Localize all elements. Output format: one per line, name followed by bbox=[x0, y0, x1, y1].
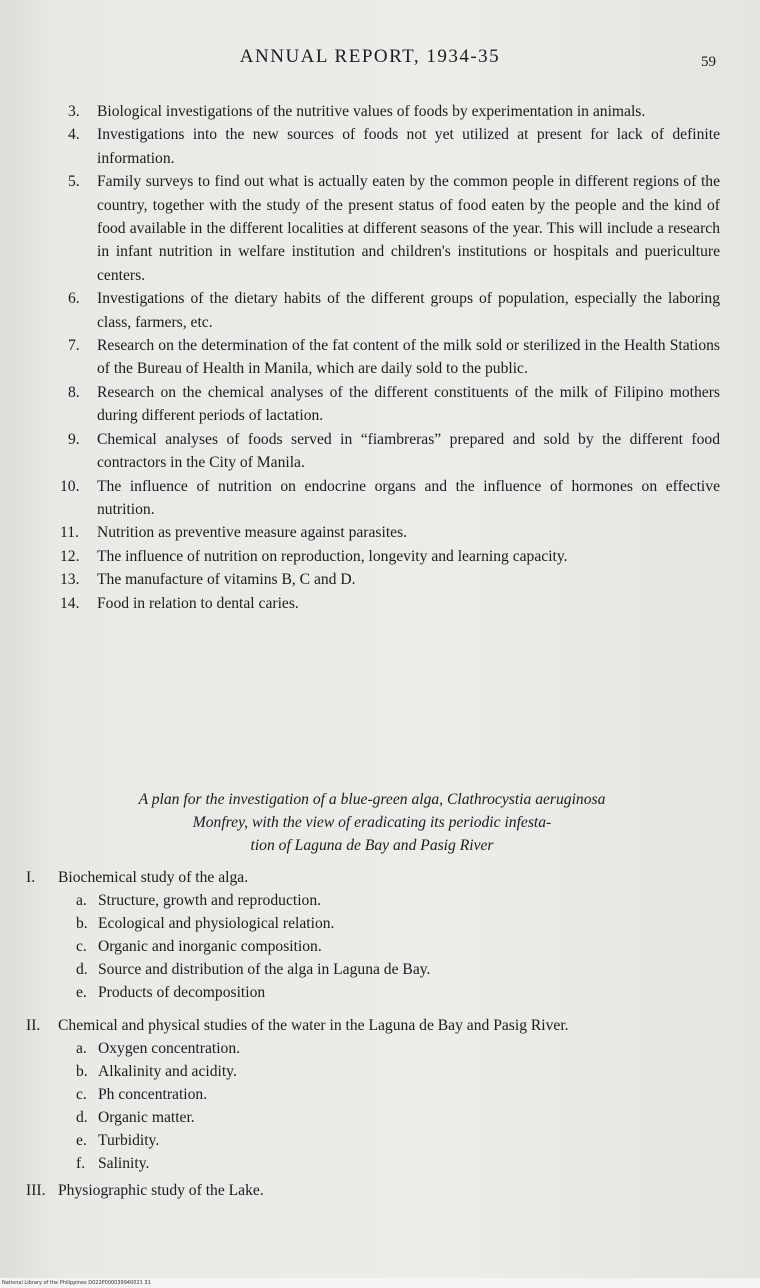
section-numeral: III. bbox=[26, 1182, 46, 1199]
outline-subitem bbox=[26, 1152, 720, 1175]
outline-subitem bbox=[26, 1060, 720, 1083]
outline-subitem bbox=[26, 912, 720, 935]
list-item bbox=[60, 170, 720, 287]
item-number: 5. bbox=[68, 173, 80, 191]
item-text: Investigations into the new sources of foods not yet utilized at present for lack of definite information. bbox=[97, 126, 720, 167]
scan-footer: National Library of the Philippines D022P000039940021 31 bbox=[0, 1278, 760, 1288]
subitem-letter: a. bbox=[76, 1040, 87, 1057]
outline-subitem bbox=[26, 1106, 720, 1129]
page-number: 59 bbox=[701, 54, 716, 70]
subitem-letter: b. bbox=[76, 1063, 88, 1080]
list-item bbox=[60, 545, 720, 568]
list-item bbox=[60, 381, 720, 428]
item-text: The manufacture of vitamins B, C and D. bbox=[97, 571, 356, 589]
item-number: 7. bbox=[68, 337, 80, 355]
item-number: 10. bbox=[60, 477, 80, 495]
subitem-text: Products of decomposition bbox=[98, 984, 266, 1001]
outline-section bbox=[26, 1179, 720, 1202]
subitem-letter: b. bbox=[76, 915, 88, 932]
item-number: 9. bbox=[68, 430, 80, 448]
section-title: Biochemical study of the alga. bbox=[58, 869, 249, 886]
section-numeral: II. bbox=[26, 1017, 41, 1034]
subitem-letter: c. bbox=[76, 938, 87, 955]
subitem-letter: c. bbox=[76, 1086, 87, 1103]
list-item bbox=[60, 428, 720, 475]
item-text: Research on the determination of the fat content of the milk sold or sterilized in the Health Stations of the Bureau of Health in Manila, which are daily sold to the public. bbox=[97, 337, 720, 378]
item-text: The influence of nutrition on reproduction, longevity and learning capacity. bbox=[97, 547, 568, 565]
section-numeral: I. bbox=[26, 869, 36, 886]
outline-subitem bbox=[26, 935, 720, 958]
outline-subitem bbox=[26, 889, 720, 912]
list-item bbox=[60, 334, 720, 381]
subitem-letter: a. bbox=[76, 892, 87, 909]
item-number: 6. bbox=[68, 290, 80, 308]
section-title: Physiographic study of the Lake. bbox=[58, 1182, 264, 1199]
list-item bbox=[60, 475, 720, 522]
subitem-text: Source and distribution of the alga in Laguna de Bay. bbox=[98, 961, 431, 978]
outline-section bbox=[26, 866, 720, 889]
plan-heading-line: A plan for the investigation of a blue-green alga, Clathrocystia aeruginosa bbox=[138, 791, 606, 808]
item-number: 3. bbox=[68, 103, 80, 120]
item-text: Family surveys to find out what is actually eaten by the common people in different regions of the country, together with the study of the present status of food eaten by the people and the kind of food available in the different localities at different seasons of the year. This will include a research in infant nutrition in welfare institution and children's institutions or hospitals and puericulture centers. bbox=[97, 173, 720, 284]
item-text: Chemical analyses of foods served in “fiambreras” prepared and sold by the different food contractors in the City of Manila. bbox=[97, 430, 720, 472]
outline-subitem bbox=[26, 1129, 720, 1152]
subitem-letter: d. bbox=[76, 1109, 88, 1126]
item-text: Food in relation to dental caries. bbox=[97, 594, 299, 612]
plan-heading-line: tion of Laguna de Bay and Pasig River bbox=[250, 837, 494, 854]
subitem-text: Ph concentration. bbox=[98, 1086, 208, 1103]
item-number: 11. bbox=[60, 524, 79, 542]
item-text: Investigations of the dietary habits of the different groups of population, especially the laboring class, farmers, etc. bbox=[97, 290, 720, 331]
item-text: The influence of nutrition on endocrine organs and the influence of hormones on effective nutrition. bbox=[97, 477, 720, 518]
outline-subitem bbox=[26, 1037, 720, 1060]
subitem-letter: e. bbox=[76, 1132, 87, 1149]
subitem-text: Structure, growth and reproduction. bbox=[98, 892, 322, 909]
plan-heading bbox=[24, 788, 720, 857]
list-item bbox=[60, 592, 720, 615]
list-item bbox=[60, 568, 720, 591]
outline-subitem bbox=[26, 1083, 720, 1106]
subitem-text: Salinity. bbox=[98, 1155, 150, 1172]
subitem-text: Alkalinity and acidity. bbox=[98, 1063, 237, 1080]
item-number: 13. bbox=[60, 571, 80, 589]
item-number: 12. bbox=[60, 547, 80, 565]
plan-heading-line: Monfrey, with the view of eradicating its periodic infesta- bbox=[192, 814, 552, 831]
item-number: 14. bbox=[60, 594, 80, 612]
list-item bbox=[60, 123, 720, 170]
item-number: 8. bbox=[68, 383, 80, 401]
item-text: Research on the chemical analyses of the different constituents of the milk of Filipino mothers during different periods of lactation. bbox=[97, 383, 720, 425]
subitem-letter: f. bbox=[76, 1155, 86, 1172]
subitem-letter: e. bbox=[76, 984, 87, 1001]
list-item bbox=[60, 100, 720, 123]
subitem-text: Oxygen concentration. bbox=[98, 1040, 241, 1057]
outline-subitem bbox=[26, 958, 720, 981]
numbered-list bbox=[60, 100, 720, 615]
running-header: ANNUAL REPORT, 1934-35 bbox=[239, 46, 501, 67]
subitem-text: Organic and inorganic composition. bbox=[98, 938, 322, 955]
subitem-text: Ecological and physiological relation. bbox=[98, 915, 335, 932]
plan-outline bbox=[26, 866, 720, 1202]
list-item bbox=[60, 521, 720, 544]
outline-section bbox=[26, 1014, 720, 1037]
section-title: Chemical and physical studies of the water in the Laguna de Bay and Pasig River. bbox=[58, 1017, 569, 1034]
outline-subitem bbox=[26, 981, 720, 1004]
subitem-text: Organic matter. bbox=[98, 1109, 195, 1126]
item-text: Biological investigations of the nutritive values of foods by experimentation in animals. bbox=[97, 103, 646, 120]
subitem-text: Turbidity. bbox=[98, 1132, 160, 1149]
item-text: Nutrition as preventive measure against parasites. bbox=[97, 524, 408, 542]
subitem-letter: d. bbox=[76, 961, 88, 978]
item-number: 4. bbox=[68, 126, 80, 144]
list-item bbox=[60, 287, 720, 334]
